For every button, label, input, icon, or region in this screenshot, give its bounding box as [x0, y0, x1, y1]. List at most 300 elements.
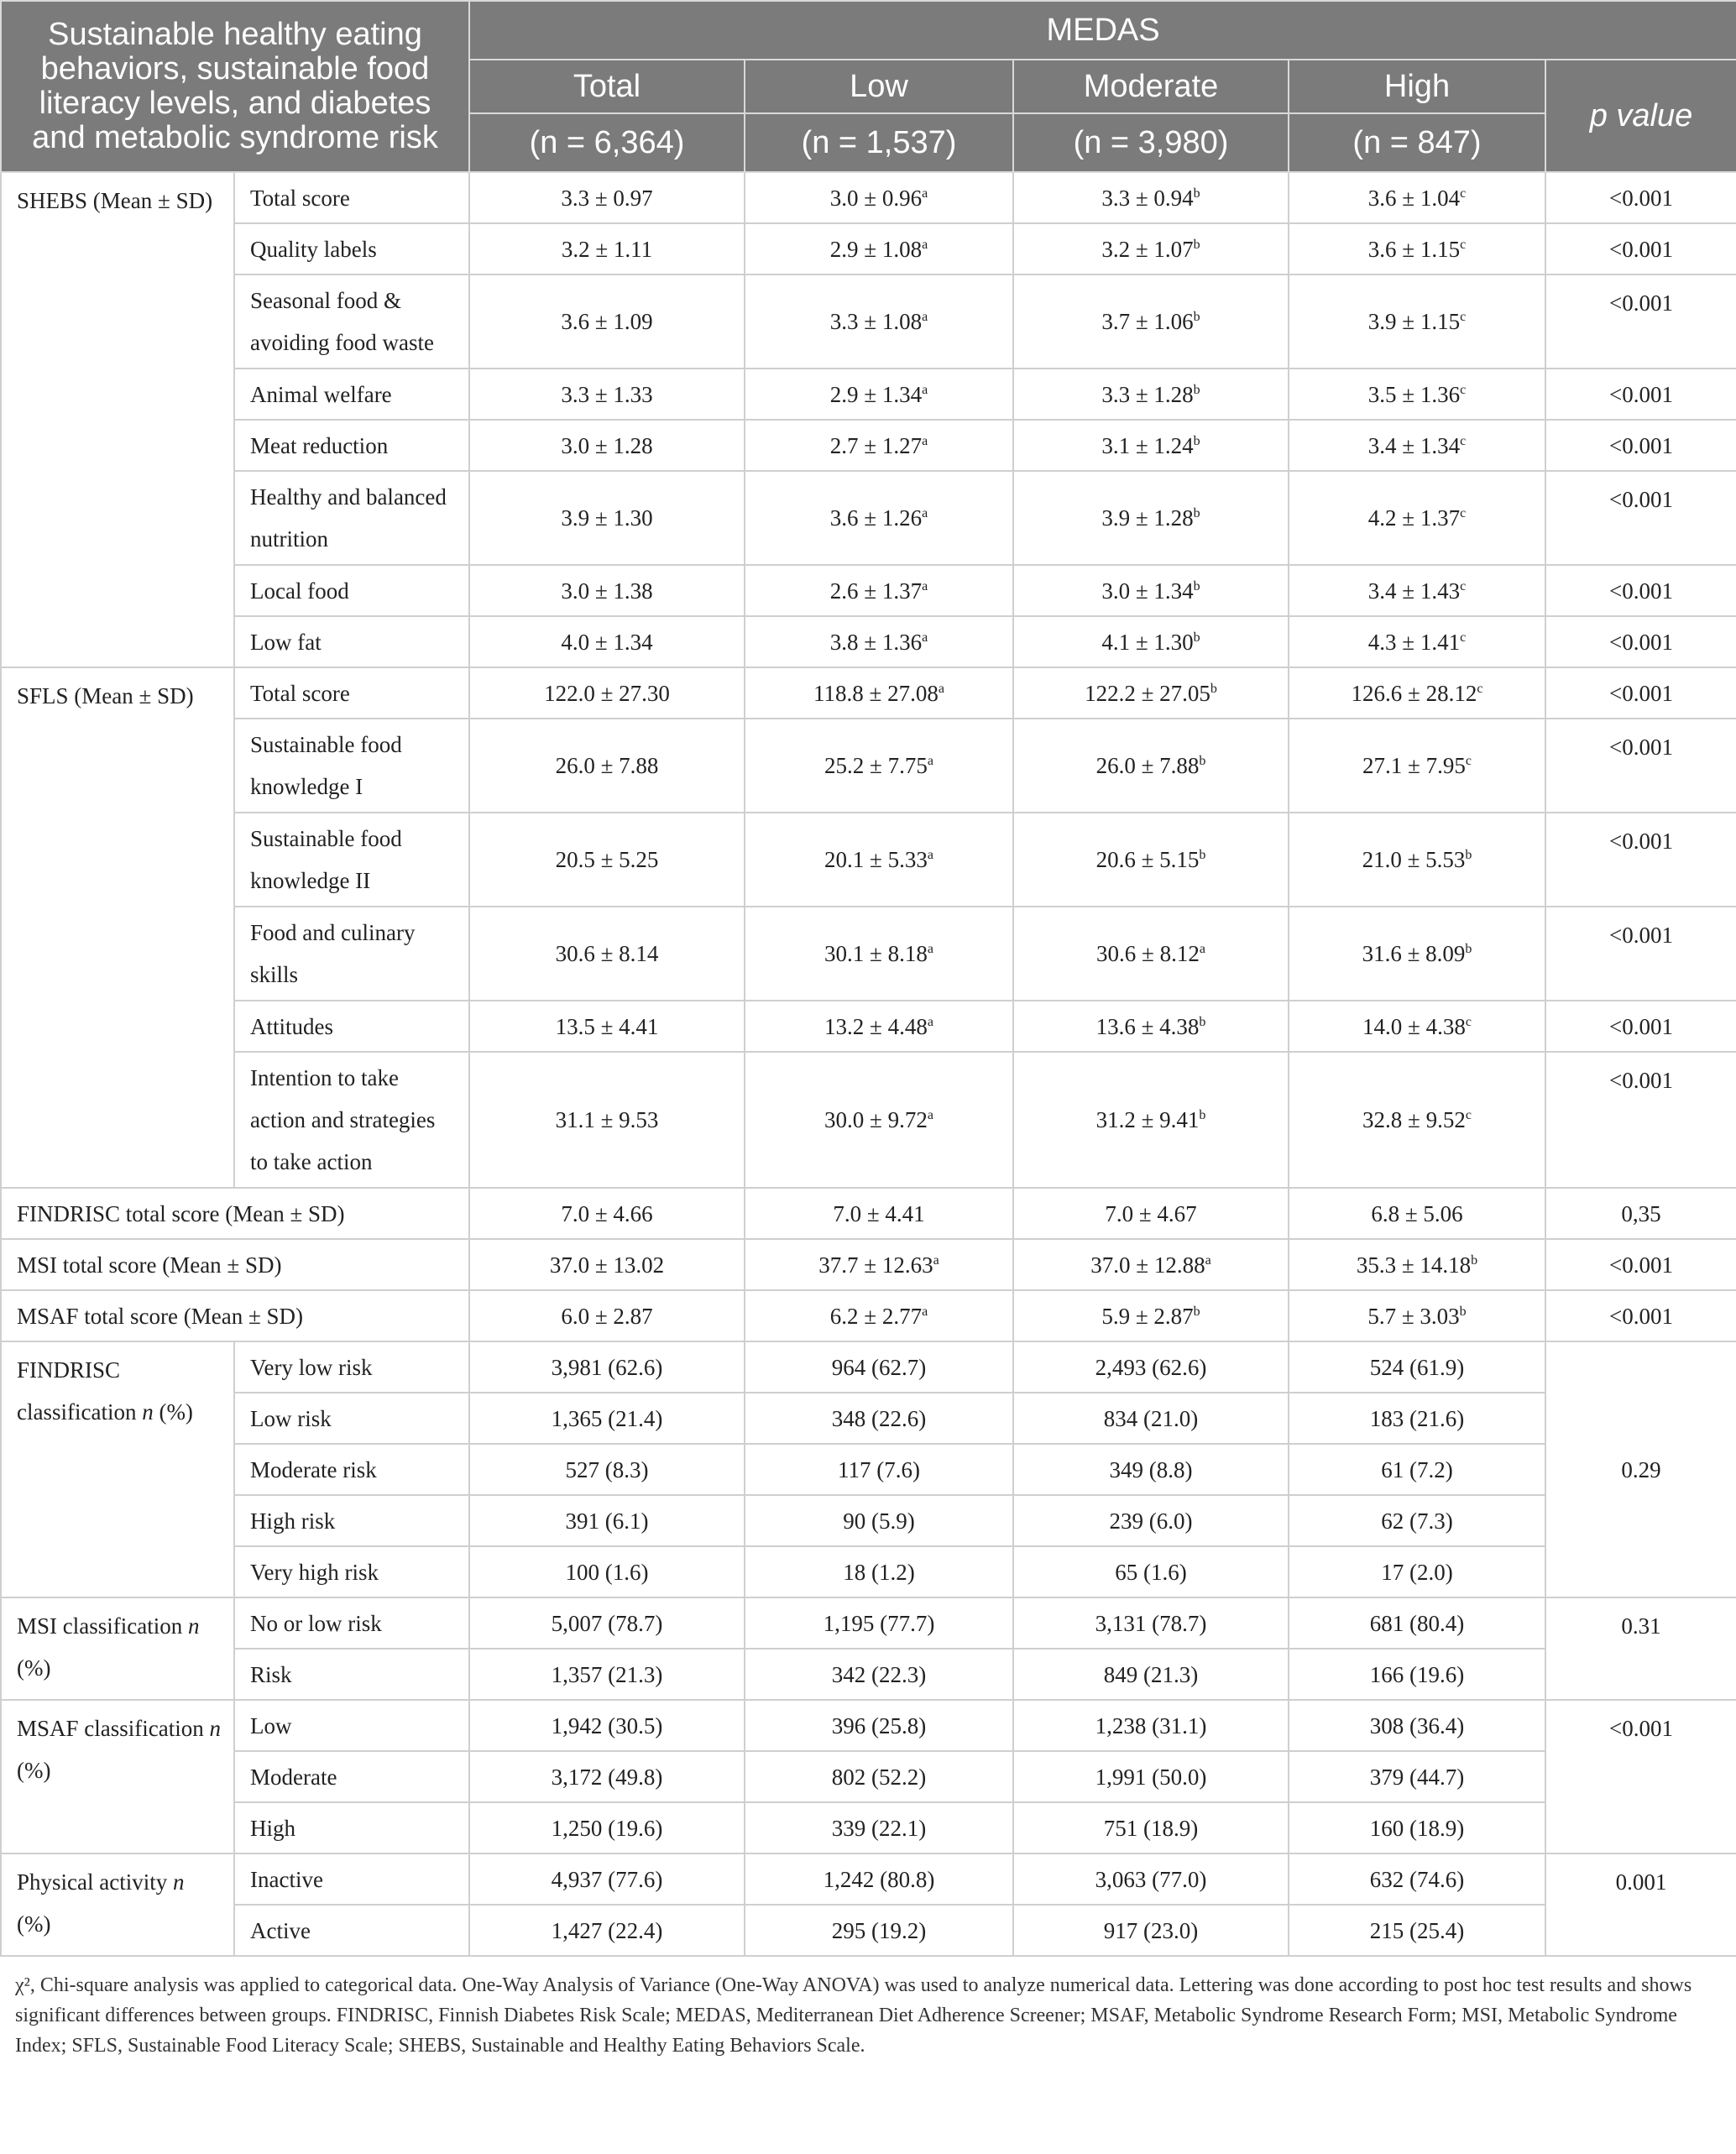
total-cell — [469, 1001, 745, 1052]
high-cell-sup: c — [1460, 578, 1467, 593]
total-cell-value: 100 (1.6) — [565, 1559, 649, 1585]
low-cell-sup: a — [927, 1108, 933, 1122]
total-cell-value: 122.0 ± 27.30 — [544, 680, 670, 706]
col-header-low: Low — [745, 60, 1013, 113]
low-cell — [745, 223, 1013, 274]
high-cell — [1289, 420, 1545, 471]
high-cell — [1289, 1239, 1545, 1290]
row-label: Risk — [234, 1649, 469, 1700]
high-cell-value: 62 (7.3) — [1381, 1508, 1453, 1534]
total-cell-value: 4.0 ± 1.34 — [561, 629, 653, 655]
moderate-cell-sup: b — [1199, 848, 1206, 862]
low-cell-value: 18 (1.2) — [843, 1559, 915, 1585]
p-value-cell: <0.001 — [1545, 616, 1736, 667]
high-cell — [1289, 1393, 1545, 1444]
high-cell-value: 61 (7.2) — [1381, 1456, 1453, 1482]
low-cell — [745, 1751, 1013, 1802]
high-cell-sup: c — [1460, 433, 1467, 448]
low-cell — [745, 616, 1013, 667]
low-cell-value: 1,242 (80.8) — [823, 1866, 935, 1892]
low-cell — [745, 813, 1013, 907]
moderate-cell-value: 3,063 (77.0) — [1095, 1866, 1207, 1892]
total-cell — [469, 1597, 745, 1649]
low-cell-value: 25.2 ± 7.75 — [824, 753, 928, 778]
moderate-cell — [1013, 420, 1289, 471]
high-cell-value: 308 (36.4) — [1369, 1712, 1465, 1738]
total-cell — [469, 369, 745, 420]
low-cell-value: 2.6 ± 1.37 — [829, 578, 923, 604]
low-cell-value: 30.1 ± 8.18 — [824, 941, 928, 966]
table-row — [1, 1341, 1736, 1393]
table-row — [1, 1495, 1736, 1546]
table-row — [1, 667, 1736, 719]
low-cell — [745, 1649, 1013, 1700]
row-label: Low risk — [234, 1393, 469, 1444]
total-cell-value: 7.0 ± 4.66 — [561, 1200, 653, 1226]
moderate-cell-value: 3.3 ± 0.94 — [1101, 185, 1194, 211]
high-cell — [1289, 172, 1545, 223]
moderate-cell — [1013, 1393, 1289, 1444]
high-cell-value: 6.8 ± 5.06 — [1371, 1200, 1463, 1226]
row-label: Moderate — [234, 1751, 469, 1802]
table-row — [1, 1546, 1736, 1597]
moderate-cell — [1013, 1239, 1289, 1290]
total-cell-value: 3,981 (62.6) — [551, 1354, 663, 1380]
msaf_class-group-label — [1, 1700, 234, 1853]
moderate-cell-sup: b — [1193, 578, 1200, 593]
low-cell-value: 6.2 ± 2.77 — [829, 1303, 923, 1329]
low-cell-sup: a — [922, 1304, 928, 1319]
high-cell-value: 126.6 ± 28.12 — [1351, 680, 1477, 706]
low-cell — [745, 907, 1013, 1001]
p-value-cell: <0.001 — [1545, 1239, 1736, 1290]
low-cell — [745, 1495, 1013, 1546]
high-cell-sup: c — [1465, 1108, 1472, 1122]
low-cell-value: 339 (22.1) — [831, 1815, 927, 1841]
table-footnote: χ², Chi-square analysis was applied to categorical data. One-Way Analysis of Variance (One-Way ANOVA) was used to analyze numerical data. Lettering was done according to post hoc test results and shows significant differences between groups. FINDRISC, Finnish Diabetes Risk Scale; MEDAS, Mediterranean Diet Adherence Screener; MSAF, Metabolic Syndrome Research Form; MSI, Metabolic Syndrome Index; SFLS, Sustainable Food Literacy Scale; SHEBS, Sustainable and Healthy Eating Behaviors Scale. — [15, 1974, 1692, 2057]
moderate-cell — [1013, 1052, 1289, 1188]
total-cell — [469, 1802, 745, 1853]
moderate-cell-value: 7.0 ± 4.67 — [1105, 1200, 1197, 1226]
high-cell-value: 379 (44.7) — [1369, 1764, 1465, 1790]
low-cell-value: 2.9 ± 1.34 — [829, 381, 923, 407]
table-row — [1, 719, 1736, 813]
total-cell — [469, 1290, 745, 1341]
row-label: Attitudes — [234, 1001, 469, 1052]
moderate-cell-sup: b — [1193, 382, 1200, 397]
low-cell-value: 396 (25.8) — [831, 1712, 927, 1738]
low-cell — [745, 1290, 1013, 1341]
moderate-cell-sup: b — [1193, 1304, 1200, 1319]
total-cell-value: 391 (6.1) — [565, 1508, 649, 1534]
moderate-cell — [1013, 1700, 1289, 1751]
moderate-cell — [1013, 719, 1289, 813]
moderate-cell-value: 751 (18.9) — [1103, 1815, 1199, 1841]
low-cell — [745, 1444, 1013, 1495]
p-value-cell: <0.001 — [1545, 369, 1736, 420]
moderate-cell-value: 3.1 ± 1.24 — [1101, 432, 1194, 458]
table-row — [1, 1905, 1736, 1956]
total-cell — [469, 1188, 745, 1239]
total-cell — [469, 274, 745, 369]
moderate-cell-value: 26.0 ± 7.88 — [1095, 753, 1200, 778]
low-cell — [745, 1341, 1013, 1393]
low-cell-sup: a — [922, 506, 928, 520]
high-cell-value: 3.6 ± 1.04 — [1367, 185, 1461, 211]
row-label: Local food — [234, 565, 469, 616]
moderate-cell — [1013, 1597, 1289, 1649]
high-cell-value: 4.2 ± 1.37 — [1367, 505, 1461, 531]
total-cell — [469, 471, 745, 565]
p-value-cell: <0.001 — [1545, 420, 1736, 471]
total-cell-value: 1,250 (19.6) — [551, 1815, 663, 1841]
pa_class-group-name: Physical activity — [17, 1869, 168, 1895]
high-cell-sup: c — [1465, 1014, 1472, 1029]
high-cell — [1289, 813, 1545, 907]
high-cell-value: 32.8 ± 9.52 — [1362, 1107, 1466, 1132]
moderate-cell-value: 5.9 ± 2.87 — [1101, 1303, 1194, 1329]
low-cell-value: 2.9 ± 1.08 — [829, 236, 923, 262]
moderate-cell-value: 3.9 ± 1.28 — [1101, 505, 1194, 531]
msi_class-group-pct: (%) — [17, 1655, 51, 1681]
p-value-cell: 0,35 — [1545, 1188, 1736, 1239]
high-cell — [1289, 369, 1545, 420]
moderate-cell-sup: a — [1205, 1252, 1211, 1268]
total-cell — [469, 1751, 745, 1802]
moderate-cell — [1013, 1290, 1289, 1341]
low-cell-value: 7.0 ± 4.41 — [833, 1200, 925, 1226]
high-cell-value: 35.3 ± 14.18 — [1356, 1252, 1472, 1278]
p-value-cell: <0.001 — [1545, 1290, 1736, 1341]
moderate-cell-value: 30.6 ± 8.12 — [1096, 941, 1200, 966]
table-row — [1, 565, 1736, 616]
low-cell-value: 3.6 ± 1.26 — [829, 505, 923, 531]
low-cell-sup: a — [922, 433, 928, 448]
moderate-cell-value: 349 (8.8) — [1109, 1456, 1193, 1482]
msaf_class-group-n: n — [209, 1716, 221, 1741]
total-cell-value: 3.3 ± 1.33 — [561, 381, 653, 407]
high-cell-value: 31.6 ± 8.09 — [1362, 941, 1466, 966]
pa_class-group-pct: (%) — [17, 1911, 51, 1937]
low-cell-value: 342 (22.3) — [831, 1661, 927, 1687]
high-cell-sup: c — [1460, 506, 1467, 520]
high-cell — [1289, 1751, 1545, 1802]
total-cell-value: 20.5 ± 5.25 — [555, 847, 659, 872]
moderate-cell-value: 3,131 (78.7) — [1095, 1610, 1207, 1636]
high-cell — [1289, 1290, 1545, 1341]
table-row — [1, 1597, 1736, 1649]
row-label: Food and culinary skills — [234, 907, 469, 1001]
high-cell — [1289, 1188, 1545, 1239]
high-cell — [1289, 1700, 1545, 1751]
low-cell — [745, 1052, 1013, 1188]
high-cell-value: 3.4 ± 1.34 — [1367, 432, 1461, 458]
moderate-cell — [1013, 667, 1289, 719]
table-row — [1, 1700, 1736, 1751]
p-value-cell: 0.29 — [1545, 1341, 1736, 1597]
moderate-cell — [1013, 1546, 1289, 1597]
moderate-cell — [1013, 907, 1289, 1001]
low-cell — [745, 667, 1013, 719]
high-cell-value: 3.6 ± 1.15 — [1367, 236, 1461, 262]
moderate-cell — [1013, 369, 1289, 420]
table-row — [1, 420, 1736, 471]
moderate-cell-value: 20.6 ± 5.15 — [1095, 847, 1200, 872]
moderate-cell — [1013, 1649, 1289, 1700]
total-cell-value: 4,937 (77.6) — [551, 1866, 663, 1892]
p-value-label: p value — [1589, 97, 1693, 133]
low-cell-sup: a — [927, 1014, 933, 1029]
total-cell — [469, 1853, 745, 1905]
moderate-cell-value: 849 (21.3) — [1103, 1661, 1199, 1687]
table-row — [1, 1444, 1736, 1495]
total-cell-value: 1,427 (22.4) — [551, 1917, 663, 1943]
moderate-cell — [1013, 1802, 1289, 1853]
table-row — [1, 907, 1736, 1001]
high-cell-value: 27.1 ± 7.95 — [1362, 753, 1466, 778]
total-cell-value: 527 (8.3) — [565, 1456, 649, 1482]
high-cell — [1289, 907, 1545, 1001]
total-cell — [469, 172, 745, 223]
low-cell — [745, 369, 1013, 420]
total-cell — [469, 1495, 745, 1546]
row-label: Meat reduction — [234, 420, 469, 471]
moderate-cell-sup: b — [1193, 186, 1200, 201]
moderate-cell-value: 1,238 (31.1) — [1095, 1712, 1207, 1738]
moderate-cell — [1013, 172, 1289, 223]
high-cell-sup: b — [1465, 942, 1472, 956]
total-cell — [469, 1393, 745, 1444]
row-label: Intention to take action and strategies to take action — [234, 1052, 469, 1188]
moderate-cell — [1013, 1853, 1289, 1905]
high-cell-value: 681 (80.4) — [1369, 1610, 1465, 1636]
moderate-cell-sup: b — [1199, 754, 1206, 768]
p-value-cell: <0.001 — [1545, 274, 1736, 369]
table-row — [1, 223, 1736, 274]
high-cell — [1289, 719, 1545, 813]
low-cell-sup: a — [922, 186, 928, 201]
moderate-cell-value: 2,493 (62.6) — [1095, 1354, 1207, 1380]
total-cell-value: 26.0 ± 7.88 — [555, 753, 659, 778]
low-cell — [745, 1188, 1013, 1239]
high-cell — [1289, 1597, 1545, 1649]
table-row — [1, 1239, 1736, 1290]
total-cell — [469, 565, 745, 616]
total-cell-value: 1,357 (21.3) — [551, 1661, 663, 1687]
findrisc_class-group-n: n — [142, 1399, 154, 1425]
msi_class-group-label — [1, 1597, 234, 1700]
findrisc_class-group-label — [1, 1341, 234, 1597]
high-cell — [1289, 1546, 1545, 1597]
total-cell — [469, 223, 745, 274]
low-cell-sup: a — [922, 237, 928, 252]
table-row — [1, 1802, 1736, 1853]
total-cell — [469, 1052, 745, 1188]
moderate-cell-sup: b — [1210, 681, 1217, 696]
findrisc_class-group-pct: (%) — [159, 1399, 193, 1425]
sfls-group-label: SFLS (Mean ± SD) — [1, 667, 234, 1188]
low-cell-sup: a — [922, 310, 928, 324]
row-label: Sustainable food knowledge II — [234, 813, 469, 907]
low-cell-value: 2.7 ± 1.27 — [829, 432, 923, 458]
moderate-cell-value: 37.0 ± 12.88 — [1090, 1252, 1205, 1278]
low-cell — [745, 172, 1013, 223]
col-header-p-value — [1545, 60, 1736, 172]
low-cell-value: 118.8 ± 27.08 — [813, 680, 939, 706]
score-row-label: MSAF total score (Mean ± SD) — [1, 1290, 469, 1341]
low-cell-sup: a — [927, 848, 933, 862]
moderate-cell-value: 3.2 ± 1.07 — [1101, 236, 1194, 262]
moderate-cell — [1013, 565, 1289, 616]
low-cell — [745, 1393, 1013, 1444]
total-cell-value: 3.2 ± 1.11 — [561, 236, 653, 262]
high-cell-value: 166 (19.6) — [1369, 1661, 1465, 1687]
moderate-cell-sup: b — [1193, 630, 1200, 645]
col-n-total: (n = 6,364) — [469, 113, 745, 172]
low-cell-value: 1,195 (77.7) — [823, 1610, 935, 1636]
low-cell — [745, 1001, 1013, 1052]
total-cell-value: 1,365 (21.4) — [551, 1405, 663, 1431]
table-body — [1, 172, 1736, 1956]
row-label: Sustainable food knowledge I — [234, 719, 469, 813]
row-label: Low — [234, 1700, 469, 1751]
p-value-cell: 0.001 — [1545, 1853, 1736, 1956]
moderate-cell-value: 239 (6.0) — [1109, 1508, 1193, 1534]
high-cell-sup: c — [1460, 186, 1467, 201]
col-header-total: Total — [469, 60, 745, 113]
low-cell — [745, 1802, 1013, 1853]
row-label: Very high risk — [234, 1546, 469, 1597]
total-cell — [469, 1239, 745, 1290]
moderate-cell-value: 31.2 ± 9.41 — [1095, 1107, 1200, 1132]
row-label: Very low risk — [234, 1341, 469, 1393]
total-cell — [469, 420, 745, 471]
low-cell — [745, 1853, 1013, 1905]
row-label: Animal welfare — [234, 369, 469, 420]
high-cell — [1289, 471, 1545, 565]
high-cell-value: 3.4 ± 1.43 — [1367, 578, 1461, 604]
high-cell — [1289, 1905, 1545, 1956]
moderate-cell — [1013, 1341, 1289, 1393]
total-cell-value: 3.0 ± 1.28 — [561, 432, 653, 458]
table-header — [1, 1, 1736, 172]
moderate-cell-sup: a — [1199, 942, 1205, 956]
row-label: Low fat — [234, 616, 469, 667]
high-cell-value: 5.7 ± 3.03 — [1367, 1303, 1460, 1329]
p-value-cell: <0.001 — [1545, 1052, 1736, 1188]
high-cell — [1289, 1495, 1545, 1546]
row-label: No or low risk — [234, 1597, 469, 1649]
high-cell-sup: c — [1460, 630, 1467, 645]
total-cell-value: 3.6 ± 1.09 — [561, 309, 653, 334]
shebs-group-label: SHEBS (Mean ± SD) — [1, 172, 234, 667]
p-value-cell: <0.001 — [1545, 667, 1736, 719]
moderate-cell-value: 65 (1.6) — [1115, 1559, 1187, 1585]
high-cell — [1289, 274, 1545, 369]
row-label-header: Sustainable healthy eating behaviors, sustainable food literacy levels, and diabetes and metabolic syndrome risk — [1, 1, 469, 172]
high-cell-value: 632 (74.6) — [1369, 1866, 1465, 1892]
low-cell-sup: a — [927, 942, 933, 956]
moderate-cell — [1013, 1444, 1289, 1495]
low-cell — [745, 274, 1013, 369]
row-label: Quality labels — [234, 223, 469, 274]
low-cell — [745, 1700, 1013, 1751]
score-row-label: MSI total score (Mean ± SD) — [1, 1239, 469, 1290]
high-cell — [1289, 1649, 1545, 1700]
high-cell — [1289, 1341, 1545, 1393]
high-cell — [1289, 1001, 1545, 1052]
low-cell — [745, 471, 1013, 565]
col-header-moderate: Moderate — [1013, 60, 1289, 113]
msaf_class-group-name: MSAF classification — [17, 1716, 204, 1741]
low-cell — [745, 565, 1013, 616]
msi_class-group-n: n — [187, 1613, 200, 1639]
low-cell-sup: a — [922, 578, 928, 593]
p-value-cell: <0.001 — [1545, 565, 1736, 616]
table-row — [1, 813, 1736, 907]
table-row — [1, 1052, 1736, 1188]
low-cell-sup: a — [938, 681, 944, 696]
msaf_class-group-pct: (%) — [17, 1758, 51, 1783]
row-label: Total score — [234, 667, 469, 719]
low-cell — [745, 1597, 1013, 1649]
total-cell — [469, 1444, 745, 1495]
moderate-cell — [1013, 813, 1289, 907]
pa_class-group-label — [1, 1853, 234, 1956]
total-cell — [469, 813, 745, 907]
low-cell-value: 37.7 ± 12.63 — [818, 1252, 933, 1278]
score-row-label: FINDRISC total score (Mean ± SD) — [1, 1188, 469, 1239]
moderate-cell-sup: b — [1193, 433, 1200, 448]
table-row — [1, 1393, 1736, 1444]
pa_class-group-n: n — [172, 1869, 185, 1895]
high-cell — [1289, 565, 1545, 616]
low-cell-value: 3.3 ± 1.08 — [829, 309, 923, 334]
moderate-cell-value: 4.1 ± 1.30 — [1101, 629, 1194, 655]
moderate-cell — [1013, 1001, 1289, 1052]
total-cell-value: 3,172 (49.8) — [551, 1764, 663, 1790]
high-cell-value: 17 (2.0) — [1381, 1559, 1453, 1585]
moderate-cell-sup: b — [1193, 506, 1200, 520]
table-row — [1, 172, 1736, 223]
low-cell — [745, 420, 1013, 471]
high-cell-sup: b — [1471, 1252, 1478, 1268]
high-cell-value: 160 (18.9) — [1369, 1815, 1465, 1841]
p-value-cell: <0.001 — [1545, 719, 1736, 813]
high-cell-sup: c — [1460, 237, 1467, 252]
low-cell — [745, 1546, 1013, 1597]
high-cell-sup: b — [1465, 848, 1472, 862]
moderate-cell-value: 834 (21.0) — [1103, 1405, 1199, 1431]
moderate-cell — [1013, 471, 1289, 565]
total-cell-value: 30.6 ± 8.14 — [555, 941, 659, 966]
table-row — [1, 369, 1736, 420]
total-cell-value: 5,007 (78.7) — [551, 1610, 663, 1636]
low-cell-sup: a — [922, 382, 928, 397]
moderate-cell — [1013, 274, 1289, 369]
row-label: High — [234, 1802, 469, 1853]
findrisc_class-group-name: FINDRISC classification — [17, 1357, 137, 1425]
total-cell-value: 31.1 ± 9.53 — [555, 1107, 659, 1132]
low-cell — [745, 1239, 1013, 1290]
p-value-cell: <0.001 — [1545, 813, 1736, 907]
msi_class-group-name: MSI classification — [17, 1613, 183, 1639]
p-value-cell: <0.001 — [1545, 471, 1736, 565]
high-cell-value: 14.0 ± 4.38 — [1362, 1013, 1466, 1039]
high-cell — [1289, 1802, 1545, 1853]
total-cell — [469, 1905, 745, 1956]
moderate-cell — [1013, 1905, 1289, 1956]
